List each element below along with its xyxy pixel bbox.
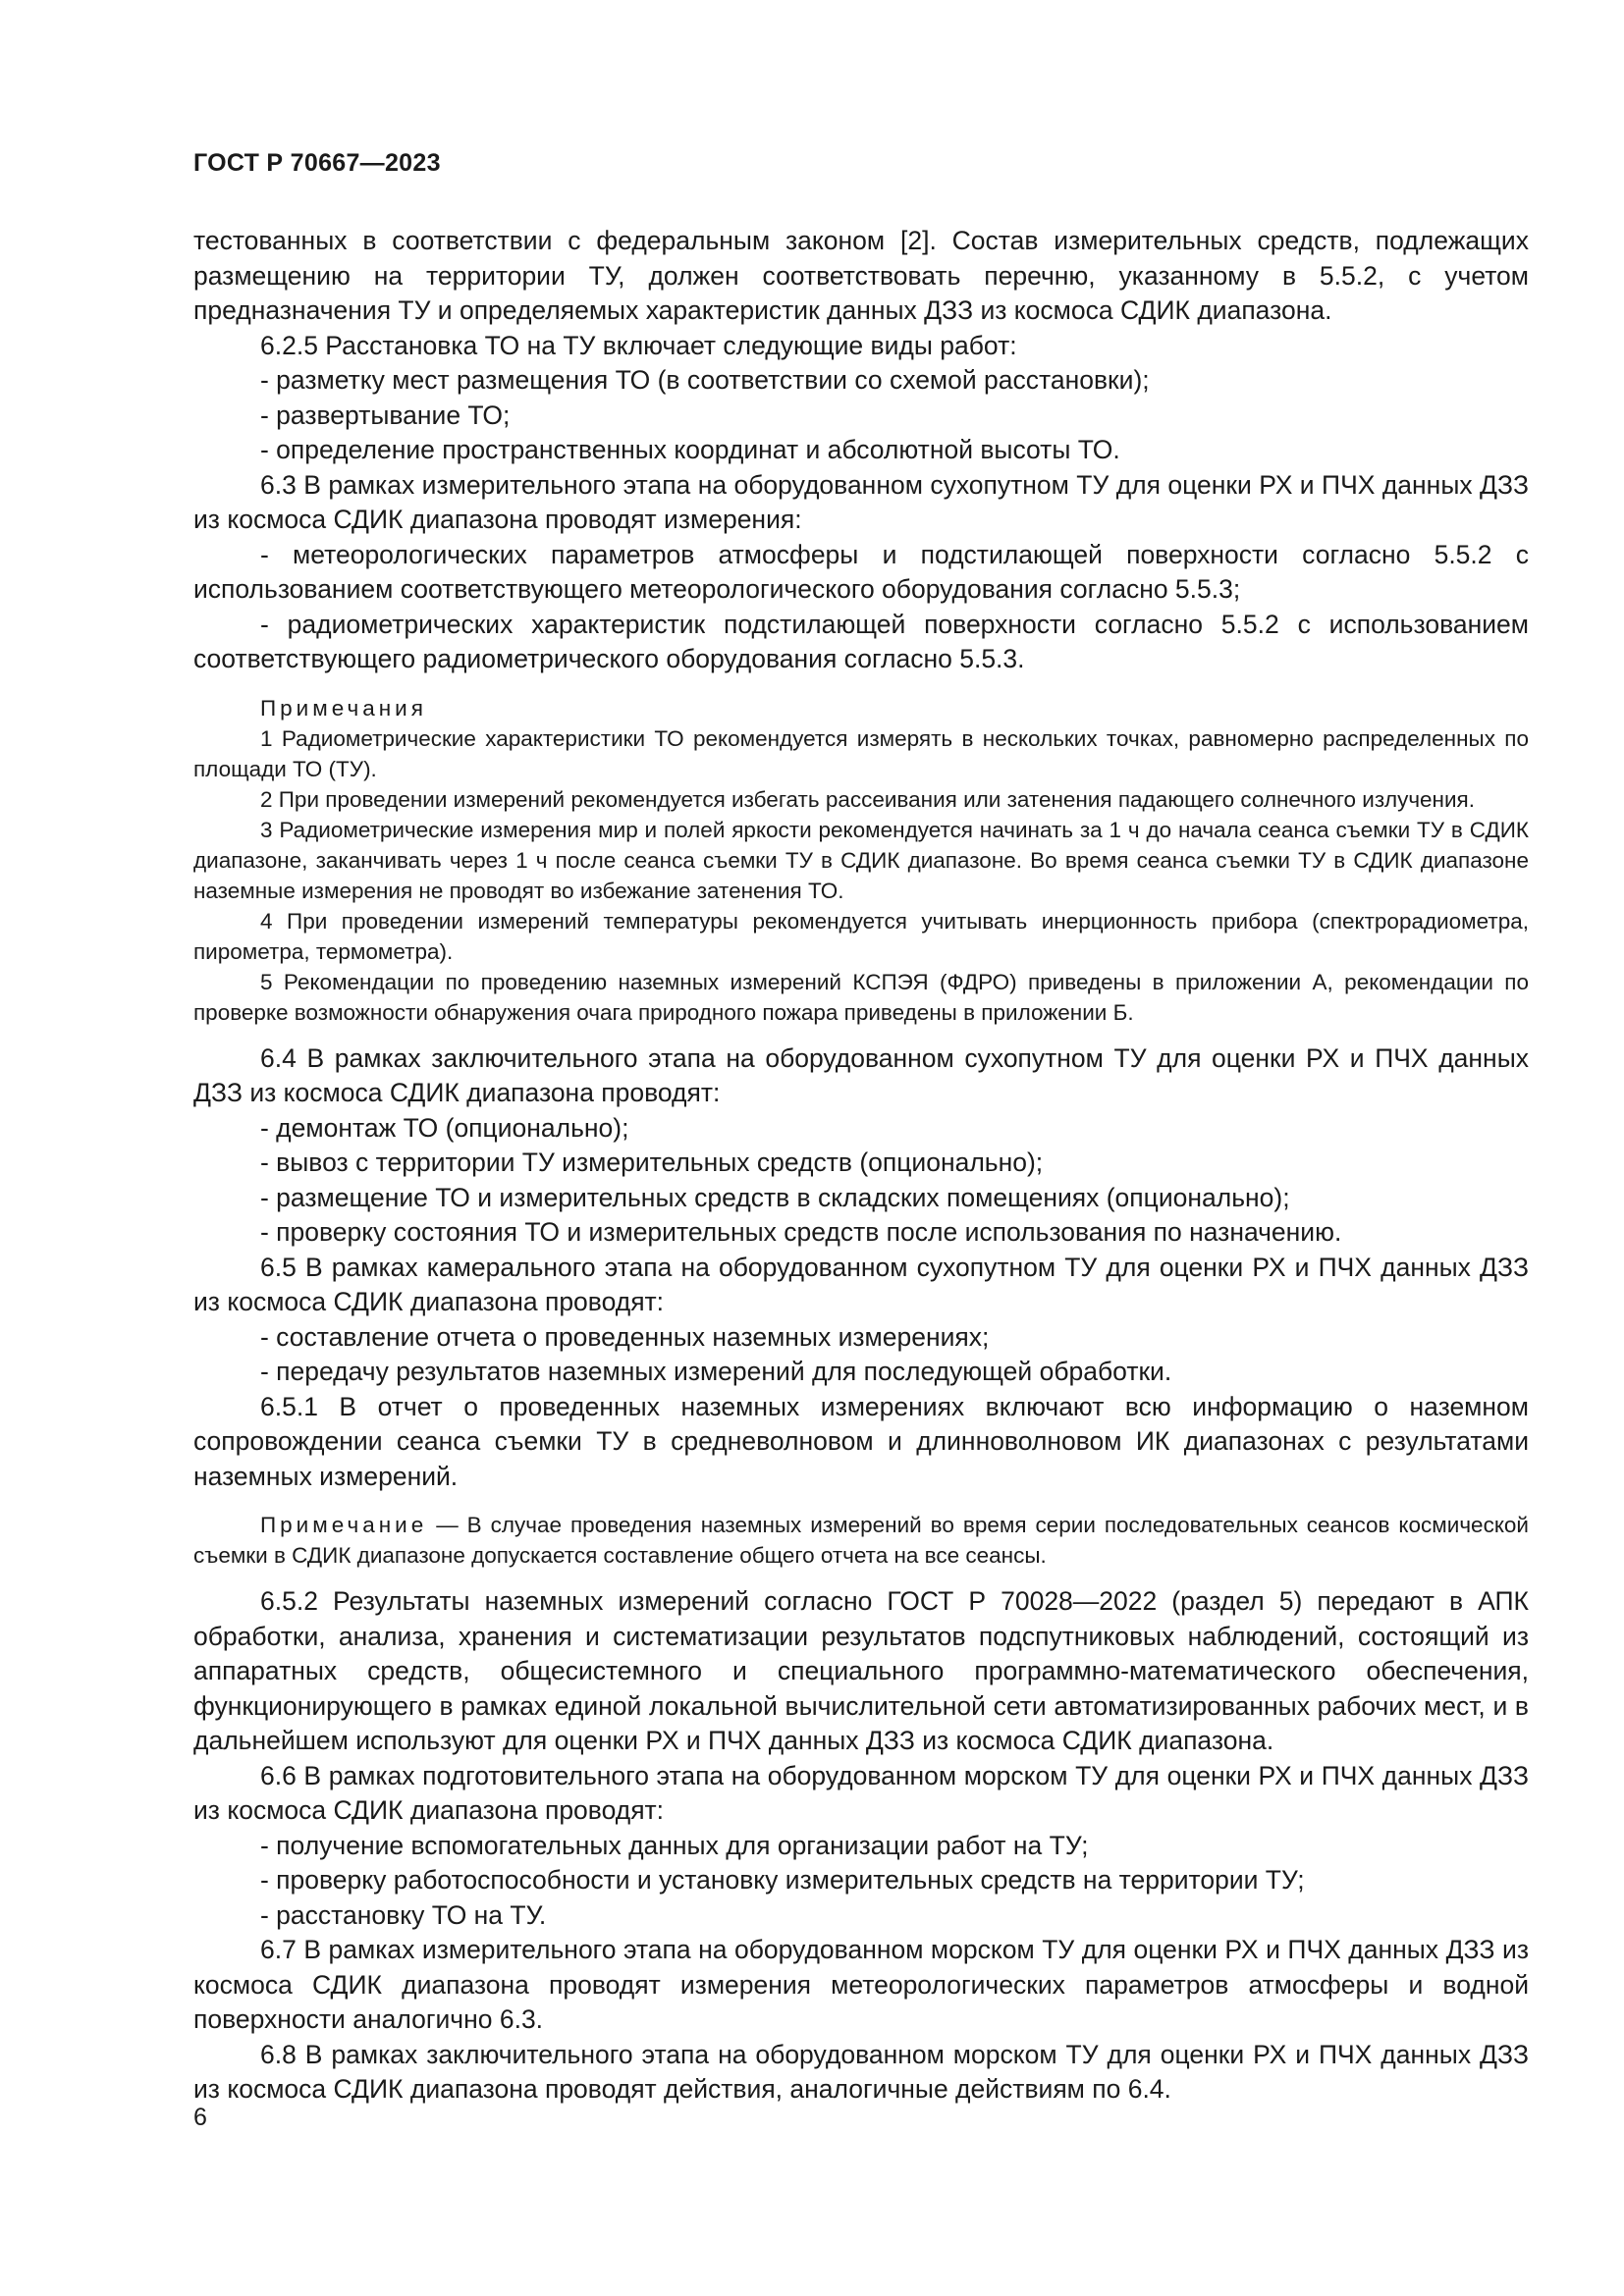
list-item: - определение пространственных координат и абсолютной высоты ТО. xyxy=(260,435,1120,464)
single-note xyxy=(193,1510,1529,1571)
note-item: 4 При проведении измерений температуры рекомендуется учитывать инерционность прибора (спектрорадиометра, пирометра, термометра). xyxy=(193,908,1529,964)
paragraph-6-5-1: 6.5.1 В отчет о проведенных наземных измерениях включают всю информацию о наземном сопровождении сеанса съемки ТУ в средневолновом и длинноволновом ИК диапазонах с результатами наземных измерений. xyxy=(193,1391,1529,1491)
list-item: - передачу результатов наземных измерений для последующей обработки. xyxy=(260,1357,1172,1386)
note-item: 5 Рекомендации по проведению наземных измерений КСПЭЯ (ФДРО) приведены в приложении А, рекомендации по проверке возможности обнаружения очага природного пожара приведены в приложении Б. xyxy=(193,969,1529,1025)
list-item: - радиометрических характеристик подстилающей поверхности согласно 5.5.2 с использованием соответствующего радиометрического оборудования согласно 5.5.3. xyxy=(193,609,1529,673)
note-item: 2 При проведении измерений рекомендуется избегать рассеивания или затенения падающего солнечного излучения. xyxy=(260,786,1475,812)
paragraph-6-5-2: 6.5.2 Результаты наземных измерений согласно ГОСТ Р 70028—2022 (раздел 5) передают в АПК обработки, анализа, хранения и систематизации результатов подспутниковых наблюдений, состоящий из аппаратных средств, общесистемного и специального программно-математического обеспечения, функционирующего в рамках единой локальной вычислительной сети автоматизированных рабочих мест, и в дальнейшем используют для оценки РХ и ПЧХ данных ДЗЗ из космоса СДИК диапазона. xyxy=(193,1586,1529,1755)
note-item: 3 Радиометрические измерения мир и полей яркости рекомендуется начинать за 1 ч до начала сеанса съемки ТУ в СДИК диапазоне, заканчивать через 1 ч после сеанса съемки ТУ в СДИК диапазоне. Во время сеанса съемки ТУ в СДИК диапазоне наземные измерения не проводят во избежание затенения ТО. xyxy=(193,817,1529,903)
paragraph-6-7: 6.7 В рамках измерительного этапа на оборудованном морском ТУ для оценки РХ и ПЧХ данных ДЗЗ из космоса СДИК диапазона проводят измерения метеорологических параметров атмосферы и водной поверхности аналогично 6.3. xyxy=(193,1935,1529,2034)
notes-block xyxy=(193,693,1529,1028)
standard-header: ГОСТ Р 70667—2023 xyxy=(193,149,441,177)
notes-title: Примечания xyxy=(260,695,427,721)
single-note-text: — В случае проведения наземных измерений во время серии последовательных сеансов космической съемки в СДИК диапазоне допускается составление общего отчета на все сеансы. xyxy=(193,1513,1529,1568)
paragraph-continuation: тестованных в соответствии с федеральным законом [2]. Состав измерительных средств, подлежащих размещению на территории ТУ, должен соответствовать перечню, указанному в 5.5.2, с учетом предназначения ТУ и определяемых характеристик данных ДЗЗ из космоса СДИК диапазона. xyxy=(193,226,1529,325)
paragraph-6-4: 6.4 В рамках заключительного этапа на оборудованном сухопутном ТУ для оценки РХ и ПЧХ данных ДЗЗ из космоса СДИК диапазона проводят: xyxy=(193,1042,1529,1107)
list-item: - демонтаж ТО (опционально); xyxy=(260,1112,629,1143)
paragraph-6-6: 6.6 В рамках подготовительного этапа на оборудованном морском ТУ для оценки РХ и ПЧХ данных ДЗЗ из космоса СДИК диапазона проводят: xyxy=(193,1760,1529,1825)
page-number: 6 xyxy=(193,2104,207,2131)
list-item: - вывоз с территории ТУ измерительных средств (опционально); xyxy=(260,1148,1044,1177)
paragraph-6-3: 6.3 В рамках измерительного этапа на оборудованном сухопутном ТУ для оценки РХ и ПЧХ данных ДЗЗ из космоса СДИК диапазона проводят измерения: xyxy=(193,469,1529,534)
list-item: - проверку работоспособности и установку измерительных средств на территории ТУ; xyxy=(260,1865,1305,1895)
list-item: - размещение ТО и измерительных средств в складских помещениях (опционально); xyxy=(260,1182,1290,1212)
list-item: - разметку мест размещения ТО (в соответствии со схемой расстановки); xyxy=(260,365,1150,395)
list-item: - составление отчета о проведенных наземных измерениях; xyxy=(260,1321,990,1352)
note-item: 1 Радиометрические характеристики ТО рекомендуется измерять в нескольких точках, равномерно распределенных по площади ТО (ТУ). xyxy=(193,725,1529,781)
document-body xyxy=(193,224,1529,2108)
list-item: - проверку состояния ТО и измерительных средств после использования по назначению. xyxy=(260,1217,1342,1247)
list-item: - развертывание ТО; xyxy=(260,400,511,430)
single-note-label: Примечание xyxy=(260,1513,428,1537)
list-item: - метеорологических параметров атмосферы и подстилающей поверхности согласно 5.5.2 с использованием соответствующего метеорологического оборудования согласно 5.5.3; xyxy=(193,539,1529,604)
paragraph-6-5: 6.5 В рамках камерального этапа на оборудованном сухопутном ТУ для оценки РХ и ПЧХ данных ДЗЗ из космоса СДИК диапазона проводят: xyxy=(193,1252,1529,1316)
list-item: - расстановку ТО на ТУ. xyxy=(260,1899,547,1930)
list-item: - получение вспомогательных данных для организации работ на ТУ; xyxy=(260,1830,1089,1860)
paragraph-6-2-5: 6.2.5 Расстановка ТО на ТУ включает следующие виды работ: xyxy=(260,330,1017,360)
paragraph-6-8: 6.8 В рамках заключительного этапа на оборудованном морском ТУ для оценки РХ и ПЧХ данных ДЗЗ из космоса СДИК диапазона проводят действия, аналогичные действиям по 6.4. xyxy=(193,2039,1529,2104)
